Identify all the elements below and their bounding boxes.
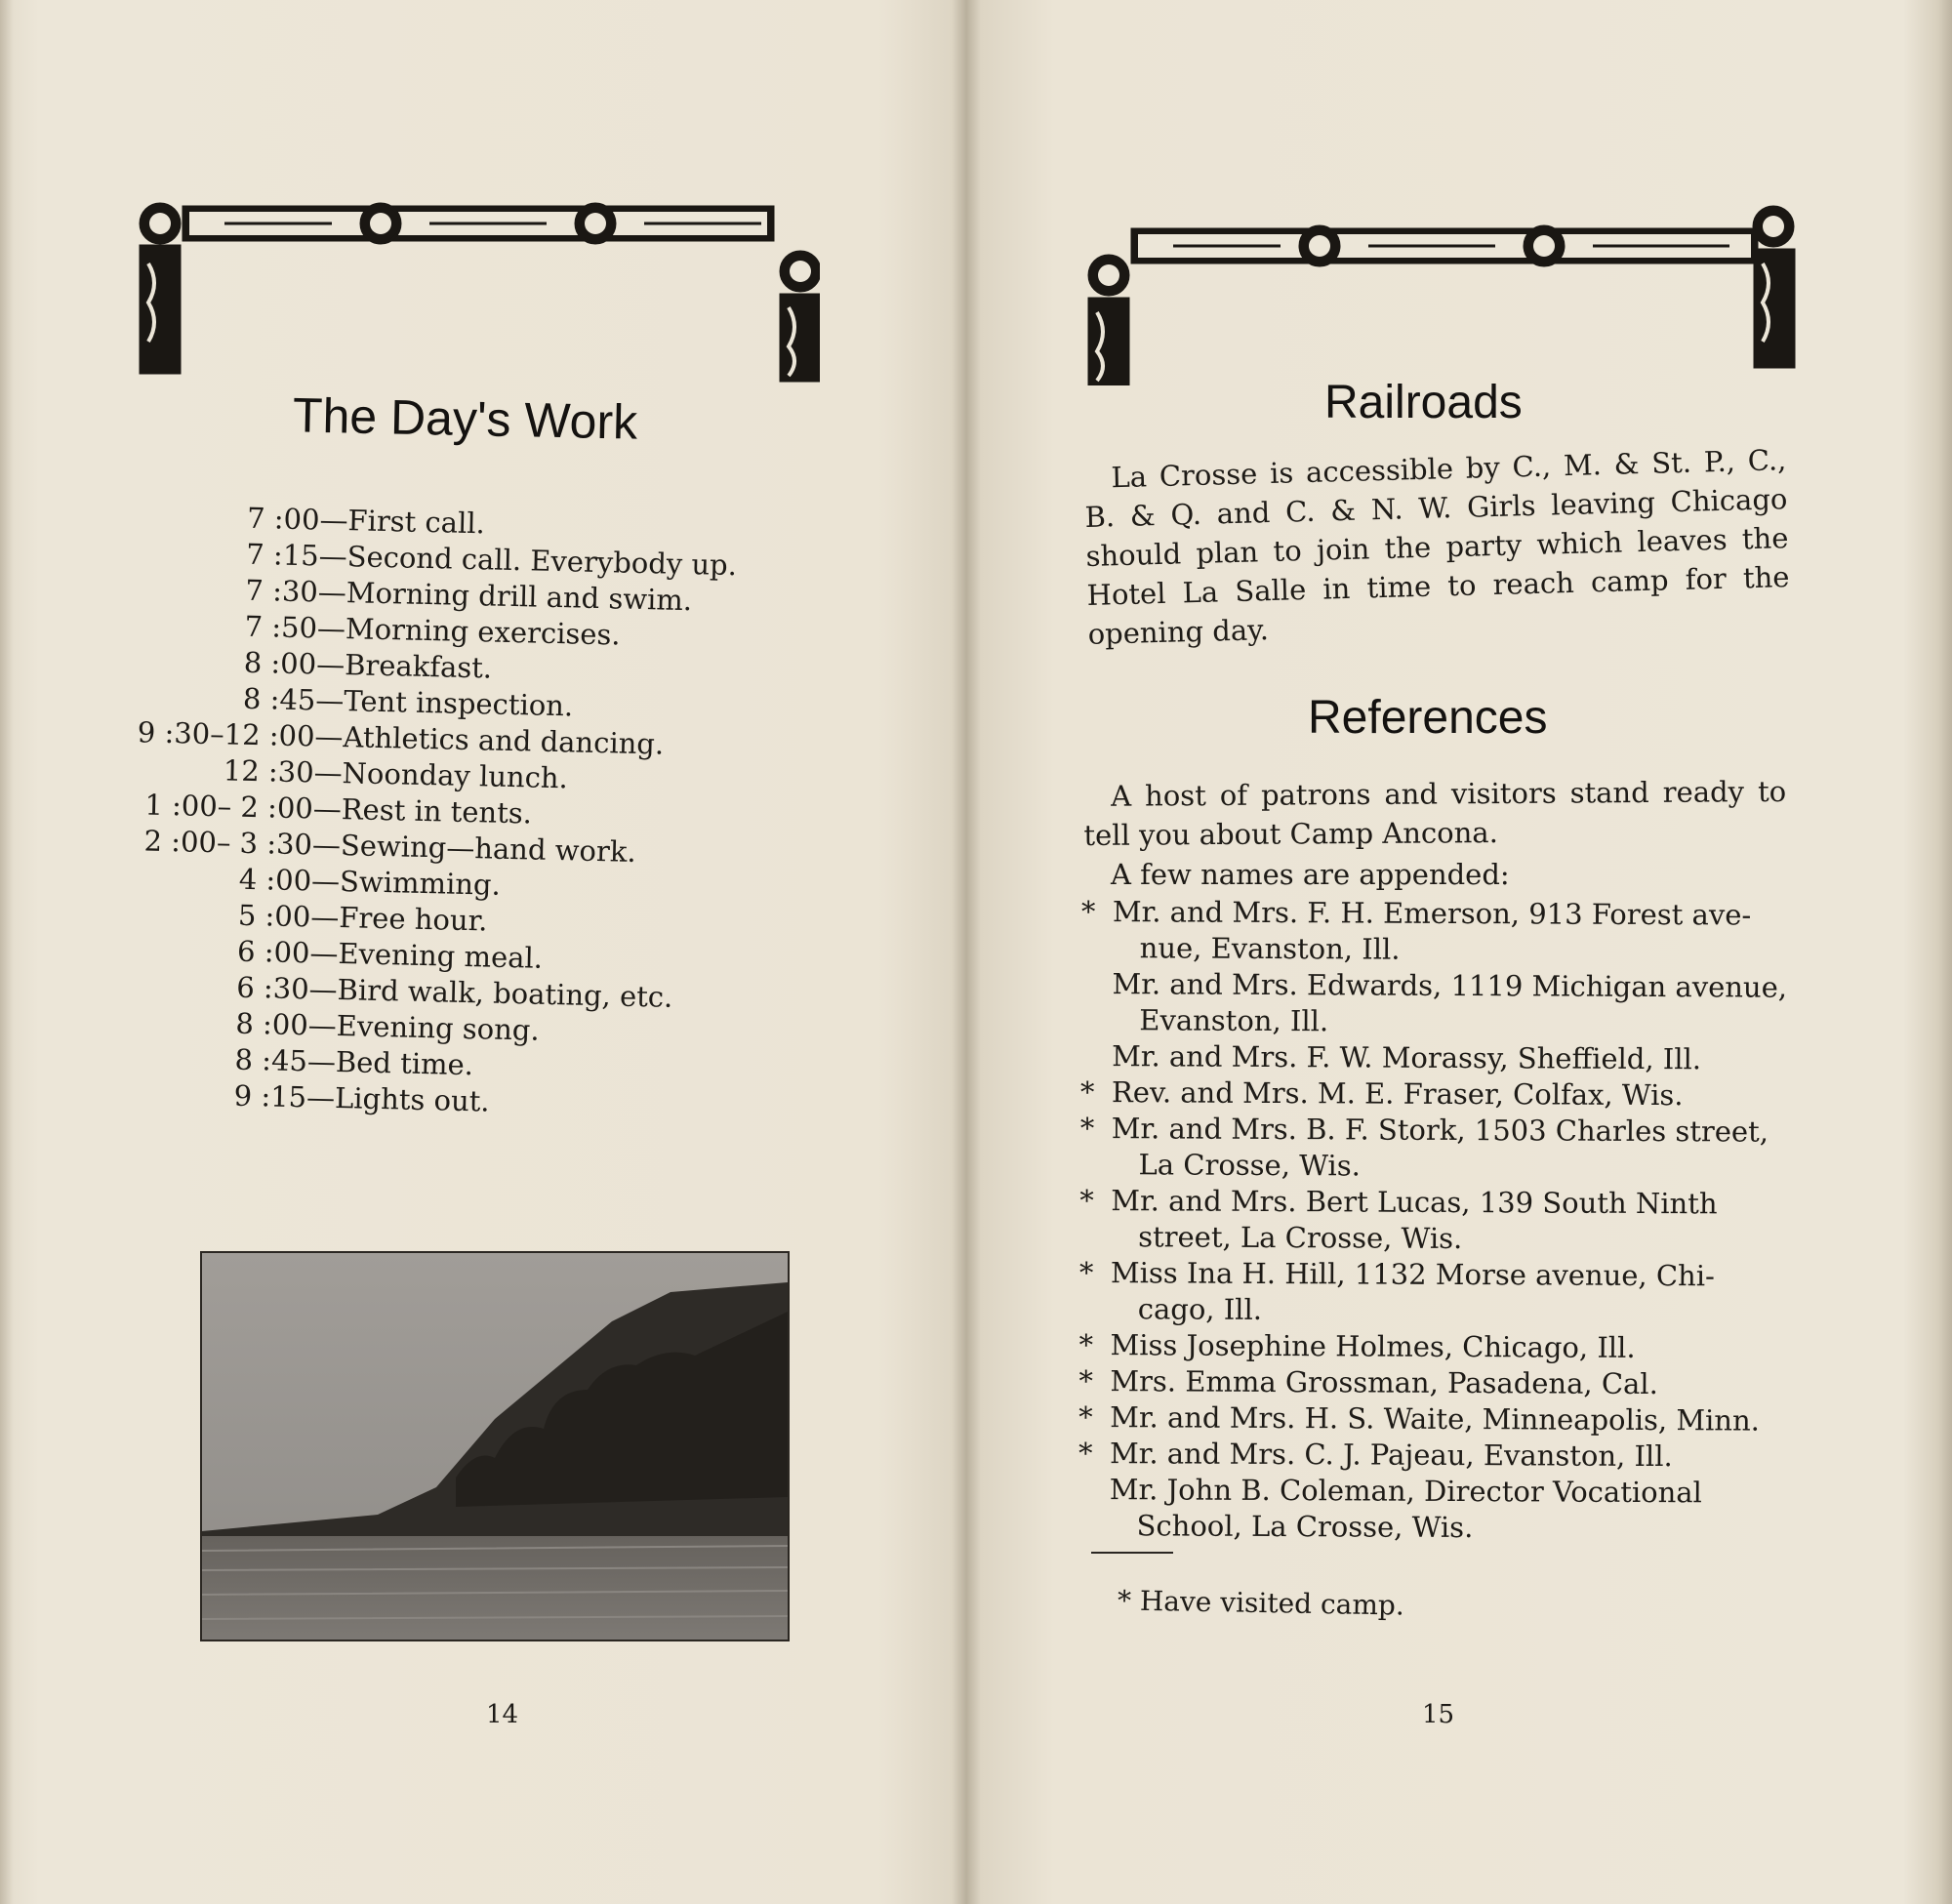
decorative-header-ornament xyxy=(1085,205,1798,385)
schedule-row: 7 :50 —Morning exercises. xyxy=(244,609,621,652)
references-intro-appended: A few names are appended: xyxy=(1111,858,1510,891)
schedule-row: 4 :00 —Swimming. xyxy=(238,862,502,902)
reference-item: * Mr. and Mrs. F. H. Emerson, 913 Forest ave- nue, Evanston, Ill. xyxy=(1080,894,1752,966)
schedule-row: 1 :00– 2 :00 —Rest in tents. xyxy=(144,788,533,830)
railroads-heading: Railroads xyxy=(1324,377,1523,428)
page-number-left: 14 xyxy=(486,1700,519,1729)
daily-schedule xyxy=(113,498,810,1127)
decorative-header-ornament xyxy=(137,195,820,385)
references-list xyxy=(1078,894,1798,1548)
lake-shore-photo xyxy=(200,1251,790,1641)
reference-item: * Mrs. Emma Grossman, Pasadena, Cal. xyxy=(1078,1363,1658,1401)
railroads-paragraph: La Crosse is accessible by C., M. & St. P., C., B. & Q. and C. & N. W. Girls leaving Chicago should plan to join the party which leaves the Hotel La Salle in time to reach camp for the opening day. xyxy=(1084,443,1790,651)
reference-item: * Mr. and Mrs. C. J. Pajeau, Evanston, Ill. xyxy=(1078,1436,1673,1474)
reference-item: * Mr. and Mrs. H. S. Waite, Minneapolis, Minn. xyxy=(1078,1399,1761,1438)
days-work-heading: The Day's Work xyxy=(292,387,638,450)
reference-item: Mr. and Mrs. Edwards, 1119 Michigan avenue, Evanston, Ill. xyxy=(1112,967,1788,1038)
schedule-row: 7 :00 —First call. xyxy=(246,501,486,541)
reference-item: * Miss Ina H. Hill, 1132 Morse avenue, Chi- cago, Ill. xyxy=(1078,1255,1715,1326)
schedule-row: 5 :00 —Free hour. xyxy=(237,898,488,938)
reference-item: Mr. John B. Coleman, Director Vocational School, La Crosse, Wis. xyxy=(1109,1473,1702,1545)
schedule-row: 6 :00 —Evening meal. xyxy=(236,934,544,975)
reference-item: * Miss Josephine Holmes, Chicago, Ill. xyxy=(1078,1327,1636,1364)
reference-item: * Mr. and Mrs. Bert Lucas, 139 South Ninth street, La Crosse, Wis. xyxy=(1079,1183,1718,1256)
references-intro: A host of patrons and visitors stand ready to tell you about Camp Ancona. xyxy=(1083,774,1787,852)
right-page xyxy=(966,0,1952,1904)
schedule-row: 9 :15 —Lights out. xyxy=(233,1078,490,1118)
reference-item: * Mr. and Mrs. B. F. Stork, 1503 Charles street, La Crosse, Wis. xyxy=(1079,1111,1769,1183)
schedule-row: 9 :30–12 :00 —Athletics and dancing. xyxy=(137,715,665,761)
schedule-row: 8 :45 —Tent inspection. xyxy=(242,681,574,723)
schedule-row: 8 :00 —Breakfast. xyxy=(243,645,493,685)
left-page xyxy=(0,0,961,1904)
lake-photo-illustration xyxy=(202,1253,788,1640)
schedule-row: 7 :30 —Morning drill and swim. xyxy=(245,573,693,618)
references-heading: References xyxy=(1308,692,1548,744)
schedule-row: 2 :00– 3 :30 —Sewing—hand work. xyxy=(143,824,637,869)
footnote: * Have visited camp. xyxy=(1117,1584,1405,1622)
footnote-divider xyxy=(1091,1552,1173,1554)
schedule-row: 8 :45 —Bed time. xyxy=(234,1042,474,1082)
schedule-row: 6 :30 —Bird walk, boating, etc. xyxy=(235,970,673,1014)
schedule-row: 8 :00 —Evening song. xyxy=(235,1006,541,1047)
reference-item: Mr. and Mrs. F. W. Morassy, Sheffield, Ill. xyxy=(1112,1039,1702,1076)
page-number-right: 15 xyxy=(1422,1700,1455,1729)
schedule-row: 12 :30 —Noonday lunch. xyxy=(223,753,569,795)
schedule-row: 7 :15 —Second call. Everybody up. xyxy=(245,537,738,583)
reference-item: * Rev. and Mrs. M. E. Fraser, Colfax, Wis. xyxy=(1079,1074,1684,1113)
